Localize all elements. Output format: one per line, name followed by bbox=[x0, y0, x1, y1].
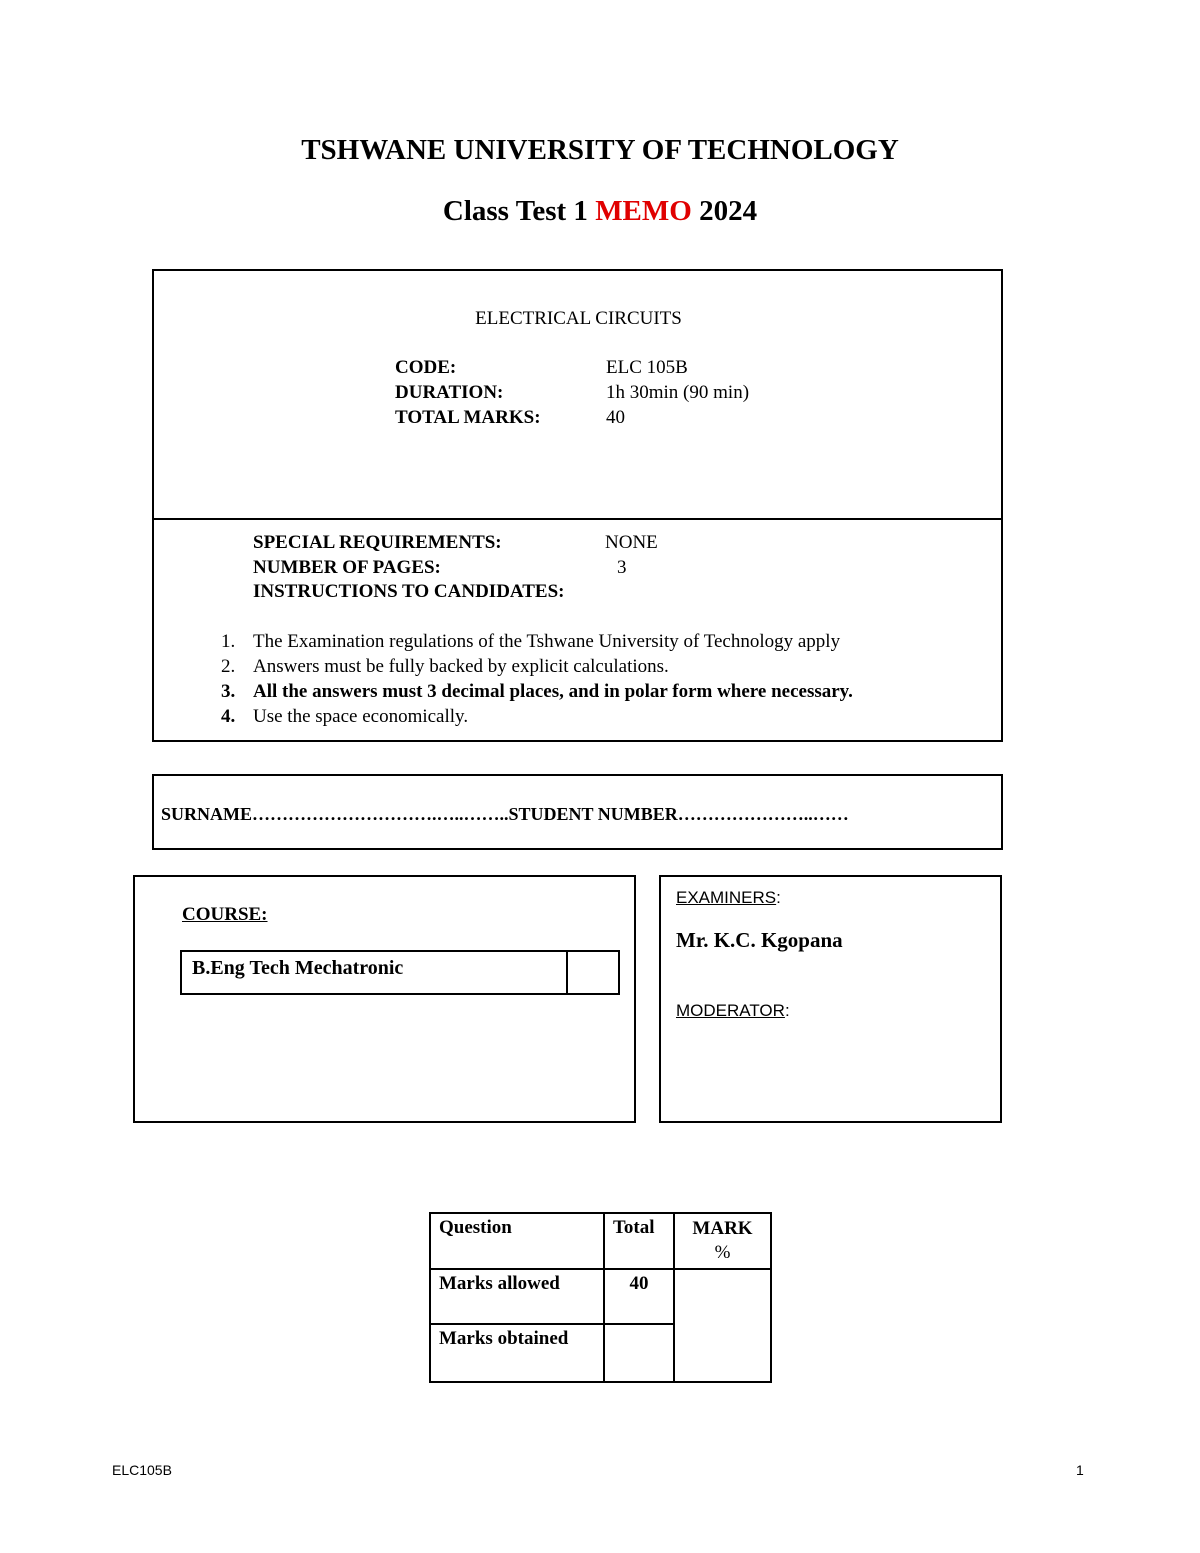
mark-header-label: MARK bbox=[692, 1218, 753, 1239]
course-label: COURSE: bbox=[182, 904, 268, 925]
subject-box bbox=[152, 269, 1003, 520]
code-value: ELC 105B bbox=[606, 357, 688, 378]
examiner-box bbox=[659, 875, 1002, 1123]
marks-table bbox=[429, 1212, 772, 1383]
instructions-label: INSTRUCTIONS TO CANDIDATES: bbox=[253, 581, 565, 602]
course-checkbox[interactable] bbox=[566, 950, 568, 995]
subject-title: ELECTRICAL CIRCUITS bbox=[475, 308, 682, 329]
instruction-text: All the answers must 3 decimal places, and in polar form where necessary. bbox=[253, 681, 853, 702]
instruction-number: 4. bbox=[221, 706, 236, 727]
test-title bbox=[0, 195, 1200, 228]
marks-obtained-label: Marks obtained bbox=[430, 1324, 604, 1382]
table-row bbox=[430, 1269, 771, 1324]
footer-page-number: 1 bbox=[1076, 1462, 1084, 1478]
surname-student-number-field[interactable]: SURNAME………………………….…..……..STUDENT NUMBER…………………..…… bbox=[161, 804, 849, 824]
mark-header bbox=[674, 1213, 771, 1269]
duration-value: 1h 30min (90 min) bbox=[606, 382, 750, 403]
instruction-number: 3. bbox=[221, 681, 236, 702]
requirements-box bbox=[152, 518, 1003, 742]
percent-header-label: % bbox=[714, 1242, 731, 1263]
number-of-pages-value: 3 bbox=[617, 557, 627, 578]
number-of-pages-label: NUMBER OF PAGES: bbox=[253, 557, 441, 578]
university-title: TSHWANE UNIVERSITY OF TECHNOLOGY bbox=[301, 134, 899, 166]
course-name-field bbox=[180, 950, 620, 995]
mark-percent-cell[interactable] bbox=[674, 1269, 771, 1382]
examiners-colon: : bbox=[776, 888, 781, 907]
special-requirements-value: NONE bbox=[605, 532, 658, 553]
memo-label: MEMO bbox=[595, 195, 692, 227]
total-marks-label: TOTAL MARKS: bbox=[395, 407, 541, 428]
duration-label: DURATION: bbox=[395, 382, 504, 403]
marks-allowed-total: 40 bbox=[604, 1269, 674, 1324]
table-row bbox=[430, 1213, 771, 1269]
test-title-prefix: Class Test 1 bbox=[442, 195, 596, 227]
course-name: B.Eng Tech Mechatronic bbox=[192, 957, 404, 979]
test-title-year: 2024 bbox=[691, 195, 758, 227]
question-header: Question bbox=[430, 1213, 604, 1269]
total-header: Total bbox=[604, 1213, 674, 1269]
moderator-label bbox=[676, 1001, 790, 1021]
student-details-box bbox=[152, 774, 1003, 850]
examiners-label bbox=[676, 888, 781, 908]
marks-obtained-total[interactable] bbox=[604, 1324, 674, 1382]
examiner-name: Mr. K.C. Kgopana bbox=[676, 928, 843, 952]
marks-allowed-label: Marks allowed bbox=[430, 1269, 604, 1324]
moderator-label-text: MODERATOR bbox=[676, 1001, 785, 1020]
course-box bbox=[133, 875, 636, 1123]
instruction-text: Answers must be fully backed by explicit calculations. bbox=[253, 656, 669, 677]
examiners-label-text: EXAMINERS bbox=[676, 888, 777, 907]
instruction-text: The Examination regulations of the Tshwane University of Technology apply bbox=[253, 631, 841, 652]
footer-course-code: ELC105B bbox=[112, 1462, 172, 1478]
moderator-colon: : bbox=[784, 1001, 790, 1020]
instruction-number: 1. bbox=[221, 631, 236, 652]
instruction-number: 2. bbox=[221, 656, 236, 677]
instruction-text: Use the space economically. bbox=[253, 706, 469, 727]
total-marks-value: 40 bbox=[606, 407, 625, 428]
special-requirements-label: SPECIAL REQUIREMENTS: bbox=[253, 532, 502, 553]
code-label: CODE: bbox=[395, 357, 457, 378]
